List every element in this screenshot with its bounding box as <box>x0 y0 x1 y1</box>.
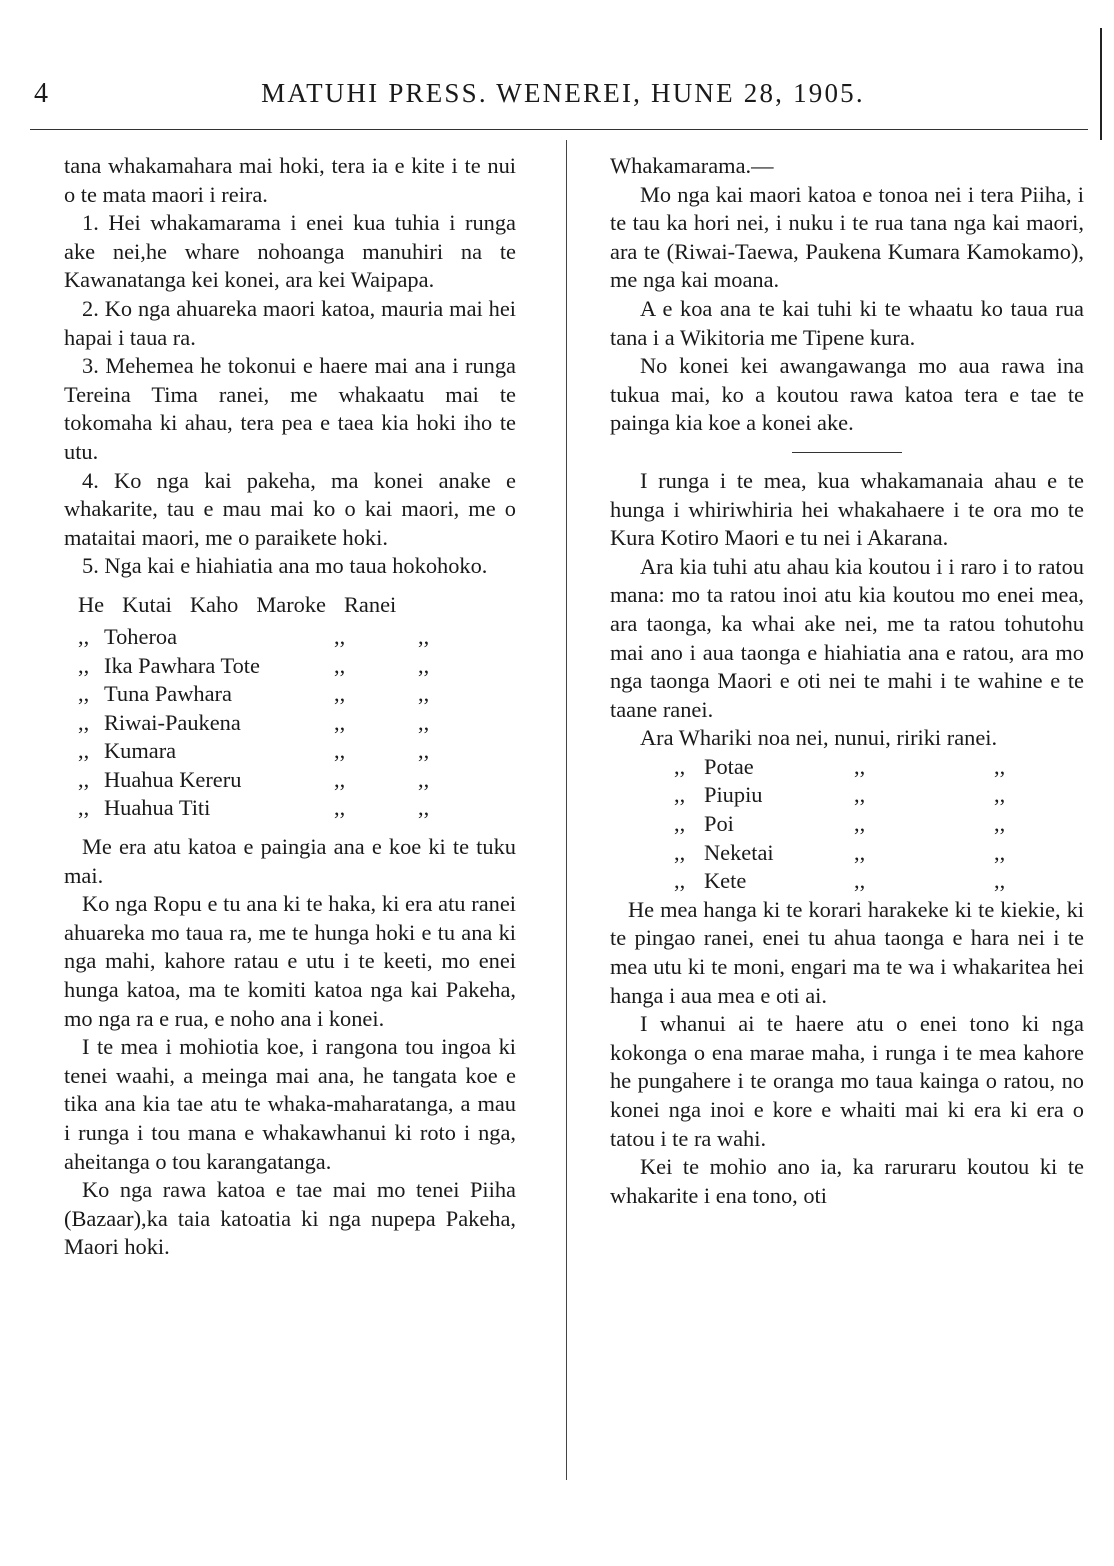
list-item <box>78 709 516 738</box>
header-rule <box>30 129 1088 130</box>
list-item <box>78 652 516 681</box>
food-list <box>78 623 516 823</box>
item-name: Piupiu <box>704 782 763 808</box>
list-item <box>78 794 516 823</box>
ditto-mark: ,, <box>78 623 90 649</box>
paragraph-mo-nga-kai: Mo nga kai maori katoa e tonoa nei i tera Piiha, i te tau ka hori nei, i nuku i te rua tana nga kai maori, ara te (Riwai-Taewa, Paukena Kumara Kamokamo), me nga kai moana. <box>610 181 1084 293</box>
paragraph-a-e-koa: A e koa ana te kai tuhi ki te whaatu ko taua rua tana i a Wikitoria me Tipene kura. <box>610 295 1084 350</box>
ditto-mark: ,, <box>334 681 346 707</box>
ditto-mark: ,, <box>674 811 686 837</box>
ditto-mark: ,, <box>78 738 90 764</box>
numbered-item-4: 4. Ko nga kai pakeha, ma konei anake e whakarite, tau e mau mai ko o kai maori, me o mataitai maori, me o paraikete hoki. <box>64 467 516 550</box>
ditto-mark: ,, <box>418 652 430 678</box>
list-item <box>674 839 1084 868</box>
left-column <box>64 152 516 1262</box>
page-number: 4 <box>34 78 48 109</box>
item-name: Tuna Pawhara <box>104 681 232 707</box>
paragraph-he-mea: He mea hanga ki te korari harakeke ki te kiekie, ki te pingao ranei, enei tu ahua taonga e hara nei i te mea utu ki te moni, engari ma te wa i whakaritea hei hanga i aua mea e oti ai. <box>610 896 1084 1008</box>
ditto-mark: ,, <box>418 738 430 764</box>
item-name: Potae <box>704 753 754 779</box>
item-name: Toheroa <box>104 623 178 649</box>
paragraph-me-era: Me era atu katoa e paingia ana e koe ki te tuku mai. <box>64 834 516 888</box>
ditto-mark: ,, <box>994 782 1006 808</box>
numbered-item-3: 3. Mehemea he tokonui e haere mai ana i runga Tereina Tima ranei, me whakaatu mai te tokomaha ki ahau, tera pea e taea kia hoki iho te utu. <box>64 353 516 464</box>
ditto-mark: ,, <box>418 623 430 649</box>
ditto-mark: ,, <box>674 839 686 865</box>
right-column <box>610 152 1084 1210</box>
list-item <box>78 737 516 766</box>
item-name: Neketai <box>704 839 774 865</box>
list-header-word: Ranei <box>344 591 397 617</box>
ditto-mark: ,, <box>854 868 866 894</box>
list-header-word: Kaho <box>189 591 239 617</box>
ditto-mark: ,, <box>854 753 866 779</box>
list-header-word: Maroke <box>256 591 326 617</box>
section-heading: Whakamarama.— <box>610 153 774 178</box>
numbered-item-2: 2. Ko nga ahuareka maori katoa, mauria mai hei hapai i taua ra. <box>64 295 516 350</box>
paragraph-rawa: Ko nga rawa katoa e tae mai mo tenei Piiha (Bazaar),ka taia katoatia ki nga nupepa Pakeha, Maori hoki. <box>64 1177 516 1260</box>
paragraph-mohiotia: I te mea i mohiotia koe, i rangona tou ingoa ki tenei waahi, a meinga mai ana, he tangata koe e tika ana kia tae atu te whaka-maharatanga, a mau i runga i tou mana e whakawhanui ki roto i nga, aheitanga o tou karangatanga. <box>64 1034 516 1174</box>
paragraph-no-konei: No konei kei awangawanga mo aua rawa ina tukua mai, ko a koutou rawa katoa tera e tae te painga kia koe a konei ake. <box>610 353 1084 436</box>
paragraph-whariki: Ara Whariki noa nei, nunui, ririki ranei. <box>640 725 998 751</box>
ditto-mark: ,, <box>78 652 90 678</box>
paragraph-i-whanui: I whanui ai te haere atu o enei tono ki nga kokonga o ena marae maha, i runga i te mea kahore he pungahere i te oranga mo taua kainga o ratou, no konei nga inoi e kore e whaiti mai ki era ki era o tatou i te ra wahi. <box>610 1011 1084 1151</box>
ditto-mark: ,, <box>854 782 866 808</box>
ditto-mark: ,, <box>674 782 686 808</box>
item-name: Riwai-Paukena <box>104 709 241 735</box>
ditto-mark: ,, <box>418 681 430 707</box>
ditto-mark: ,, <box>334 652 346 678</box>
ditto-mark: ,, <box>994 868 1006 894</box>
ditto-mark: ,, <box>994 753 1006 779</box>
list-header-word: He <box>78 591 105 617</box>
ditto-mark: ,, <box>334 766 346 792</box>
list-item <box>674 810 1084 839</box>
list-item <box>674 781 1084 810</box>
numbered-item-1: 1. Hei whakamarama i enei kua tuhia i runga ake nei,he whare nohoanga manuhiri na te Kawanatanga kei konei, ara kei Waipapa. <box>64 210 516 293</box>
item-name: Huahua Titi <box>104 795 211 821</box>
paragraph-ara-kia: Ara kia tuhi atu ahau kia koutou i i raro i to ratou mana: mo ta ratou inoi atu kia koutou mo enei mea, ara taonga, ka whai ake nei, me ta ratou tohutohu mai ano i aua taonga e hiahiatia ana e ratou, ara mo nga taonga Maori e oti nei te mahi i te wahine e te taane ranei. <box>610 553 1084 722</box>
numbered-item-5: 5. Nga kai e hiahiatia ana mo taua hokohoko. <box>82 553 488 579</box>
ditto-mark: ,, <box>78 681 90 707</box>
ditto-mark: ,, <box>674 753 686 779</box>
list-item <box>78 766 516 795</box>
paragraph-kei-te: Kei te mohio ano ia, ka raruraru koutou ki te whakarite i ena tono, oti <box>610 1154 1084 1208</box>
item-name: Kumara <box>104 738 177 764</box>
paragraph-ropu: Ko nga Ropu e tu ana ki te haka, ki era atu ranei ahuareka mo taua ra, me te hunga hoki e tu ana ki nga mahi, kahore ratau e utu i te keeti, mo enei hunga katoa, ma te komiti katoa nga kai Pakeha, mo nga ra e rua, e noho ana i konei. <box>64 891 516 1031</box>
item-name: Kete <box>704 868 747 894</box>
ditto-mark: ,, <box>334 623 346 649</box>
column-divider <box>566 140 567 1480</box>
ditto-mark: ,, <box>418 709 430 735</box>
page-edge-line <box>1100 28 1102 140</box>
masthead-title: MATUHI PRESS. WENEREI, HUNE 28, 1905. <box>261 78 865 108</box>
paragraph-intro: tana whakamahara mai hoki, tera ia e kite i te nui o te mata maori i reira. <box>64 153 516 207</box>
ditto-mark: ,, <box>418 795 430 821</box>
list-item <box>78 623 516 652</box>
page-header <box>28 78 1098 118</box>
ditto-mark: ,, <box>78 709 90 735</box>
ditto-mark: ,, <box>334 709 346 735</box>
ditto-mark: ,, <box>78 766 90 792</box>
section-separator <box>792 452 902 453</box>
paragraph-i-runga: I runga i te mea, kua whakamanaia ahau e te hunga i whiriwhiria hei whakahaere i te ora mo te Kura Kotiro Maori e tu nei i Akarana. <box>610 467 1084 551</box>
ditto-mark: ,, <box>334 795 346 821</box>
ditto-mark: ,, <box>994 811 1006 837</box>
ditto-mark: ,, <box>854 839 866 865</box>
ditto-mark: ,, <box>418 766 430 792</box>
list-item <box>78 680 516 709</box>
ditto-mark: ,, <box>854 811 866 837</box>
food-list-header <box>78 591 516 623</box>
list-item <box>674 867 1084 896</box>
ditto-mark: ,, <box>994 839 1006 865</box>
ditto-mark: ,, <box>674 868 686 894</box>
item-name: Poi <box>704 811 734 837</box>
list-header-word: Kutai <box>122 591 172 617</box>
taonga-list <box>674 753 1084 896</box>
item-name: Ika Pawhara Tote <box>104 652 260 678</box>
ditto-mark: ,, <box>78 795 90 821</box>
item-name: Huahua Kereru <box>104 766 242 792</box>
list-item <box>674 753 1084 782</box>
ditto-mark: ,, <box>334 738 346 764</box>
